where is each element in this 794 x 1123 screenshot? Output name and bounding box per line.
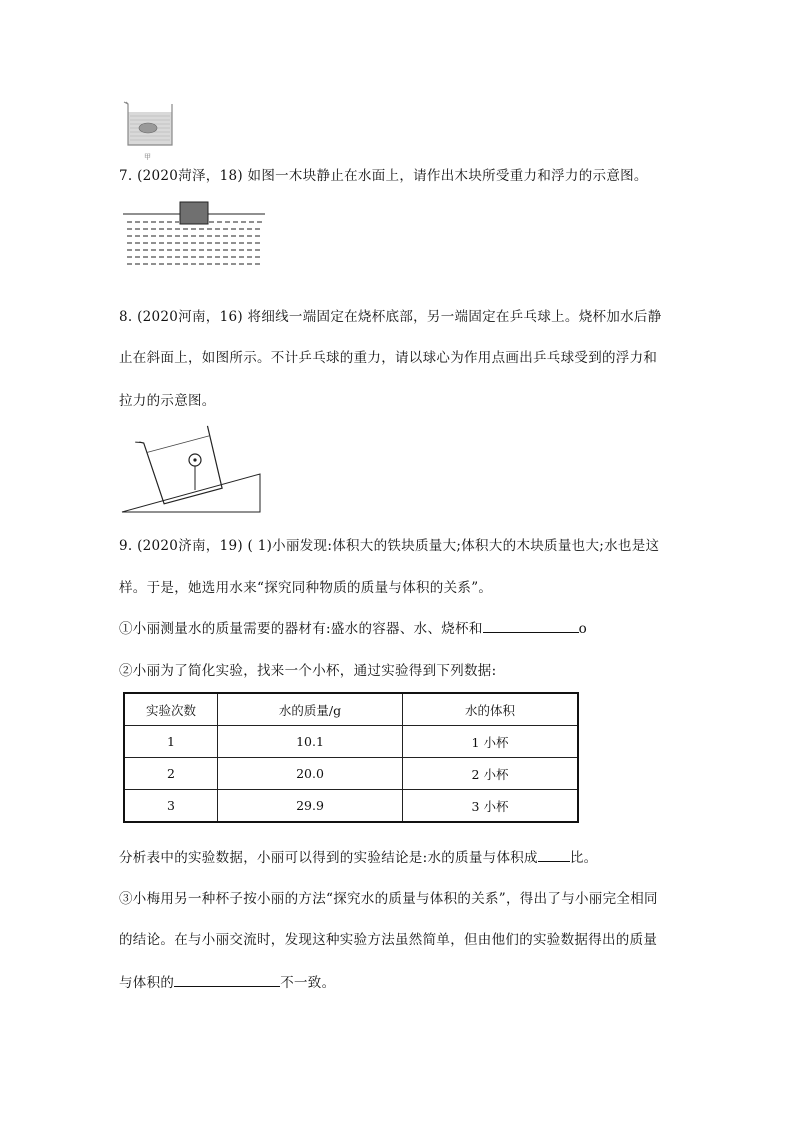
beaker-figure — [120, 98, 180, 156]
table-row — [124, 758, 578, 790]
question-9-line-2: 样。于是，她选用水来“探究同种物质的质量与体积的关系”。 — [119, 580, 493, 596]
table-cell: 2 — [124, 758, 218, 790]
table-cell: 3 — [124, 790, 218, 823]
experiment-data-table — [123, 692, 579, 823]
table-header-cell: 实验次数 — [124, 693, 218, 726]
sub-3-line-3-suffix: 不一致。 — [280, 975, 336, 991]
question-9-line-1: 9. (2020济南，19) ( 1)小丽发现:体积大的铁块质量大;体积大的木块质量也大;水也是这 — [119, 538, 660, 554]
analysis-suffix: 比。 — [569, 850, 598, 866]
answer-blank-equipment[interactable] — [483, 620, 579, 633]
analysis-prefix: 分析表中的实验数据，小丽可以得到的实验结论是:水的质量与体积成 — [119, 850, 538, 866]
answer-blank-ratio[interactable] — [174, 974, 280, 987]
table-row — [124, 726, 578, 758]
question-9-sub-3-line-3 — [119, 971, 335, 991]
question-9-sub-3-line-2: 的结论。在与小丽交流时，发现这种实验方法虽然简单，但由他们的实验数据得出的质量 — [119, 932, 658, 948]
question-9-sub-1-suffix: o — [578, 621, 588, 637]
question-9-sub-2: ②小丽为了简化实验，找来一个小杯，通过实验得到下列数据: — [119, 663, 497, 679]
question-8-line-1: 8. (2020河南，16) 将细线一端固定在烧杯底部，另一端固定在乒乓球上。烧杯加水后静 — [119, 309, 662, 325]
table-header-cell: 水的质量/g — [218, 693, 403, 726]
question-8-line-3: 拉力的示意图。 — [119, 393, 216, 409]
question-8-line-2: 止在斜面上，如图所示。不计乒乓球的重力，请以球心为作用点画出乒乓球受到的浮力和 — [119, 350, 658, 366]
table-header-row — [124, 693, 578, 726]
table-header-cell: 水的体积 — [403, 693, 579, 726]
table-cell: 20.0 — [218, 758, 403, 790]
incline-beaker-figure — [120, 420, 265, 515]
table-cell: 10.1 — [218, 726, 403, 758]
table-row — [124, 790, 578, 823]
floating-block-figure — [123, 200, 265, 270]
table-cell: 2 小杯 — [403, 758, 579, 790]
beaker-caption: 甲 — [144, 153, 151, 161]
answer-blank-proportion[interactable] — [538, 849, 570, 862]
table-cell: 1 — [124, 726, 218, 758]
question-9-sub-1-prefix: ①小丽测量水的质量需要的器材有:盛水的容器、水、烧杯和 — [119, 621, 483, 637]
table-cell: 3 小杯 — [403, 790, 579, 823]
table-cell: 1 小杯 — [403, 726, 579, 758]
question-7-text: 7. (2020菏泽，18) 如图一木块静止在水面上，请作出木块所受重力和浮力的示意图。 — [119, 168, 648, 184]
question-9-sub-1 — [119, 617, 587, 637]
question-9-analysis — [119, 846, 597, 866]
sub-3-line-3-prefix: 与体积的 — [119, 975, 175, 991]
question-9-sub-3-line-1: ③小梅用另一种杯子按小丽的方法“探究水的质量与体积的关系”，得出了与小丽完全相同 — [119, 891, 658, 907]
table-cell: 29.9 — [218, 790, 403, 823]
